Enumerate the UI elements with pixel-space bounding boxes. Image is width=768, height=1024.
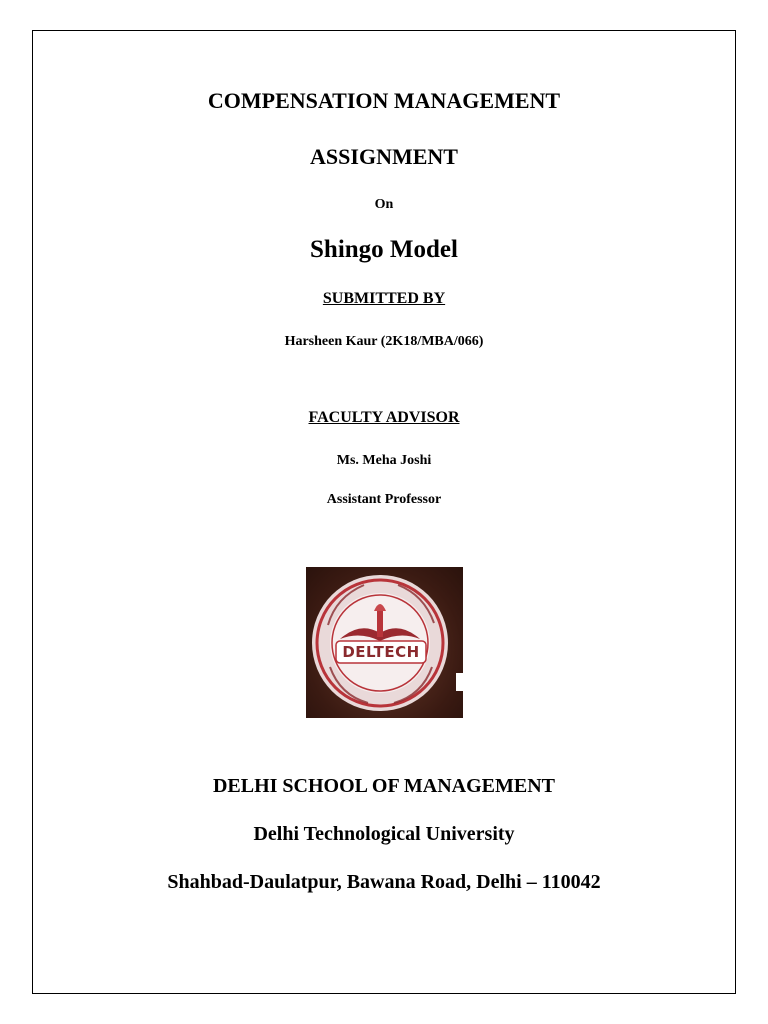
faculty-advisor-designation: Assistant Professor [326,492,442,507]
document-title: COMPENSATION MANAGEMENT [207,88,561,113]
logo-wordmark: DELTECH [342,643,420,661]
university-seal-icon [306,567,463,718]
university-name: Delhi Technological University [253,823,515,845]
page-border [32,30,736,994]
submitted-by-name: Harsheen Kaur (2K18/MBA/066) [284,334,484,349]
topic-title: Shingo Model [310,236,458,263]
document-subtitle: ASSIGNMENT [310,144,458,169]
on-label: On [374,197,394,212]
faculty-advisor-label: FACULTY ADVISOR [308,409,460,426]
school-name: DELHI SCHOOL OF MANAGEMENT [212,775,556,797]
address: Shahbad-Daulatpur, Bawana Road, Delhi – 110042 [167,871,601,893]
faculty-advisor-name: Ms. Meha Joshi [336,453,432,468]
submitted-by-label: SUBMITTED BY [322,290,446,307]
